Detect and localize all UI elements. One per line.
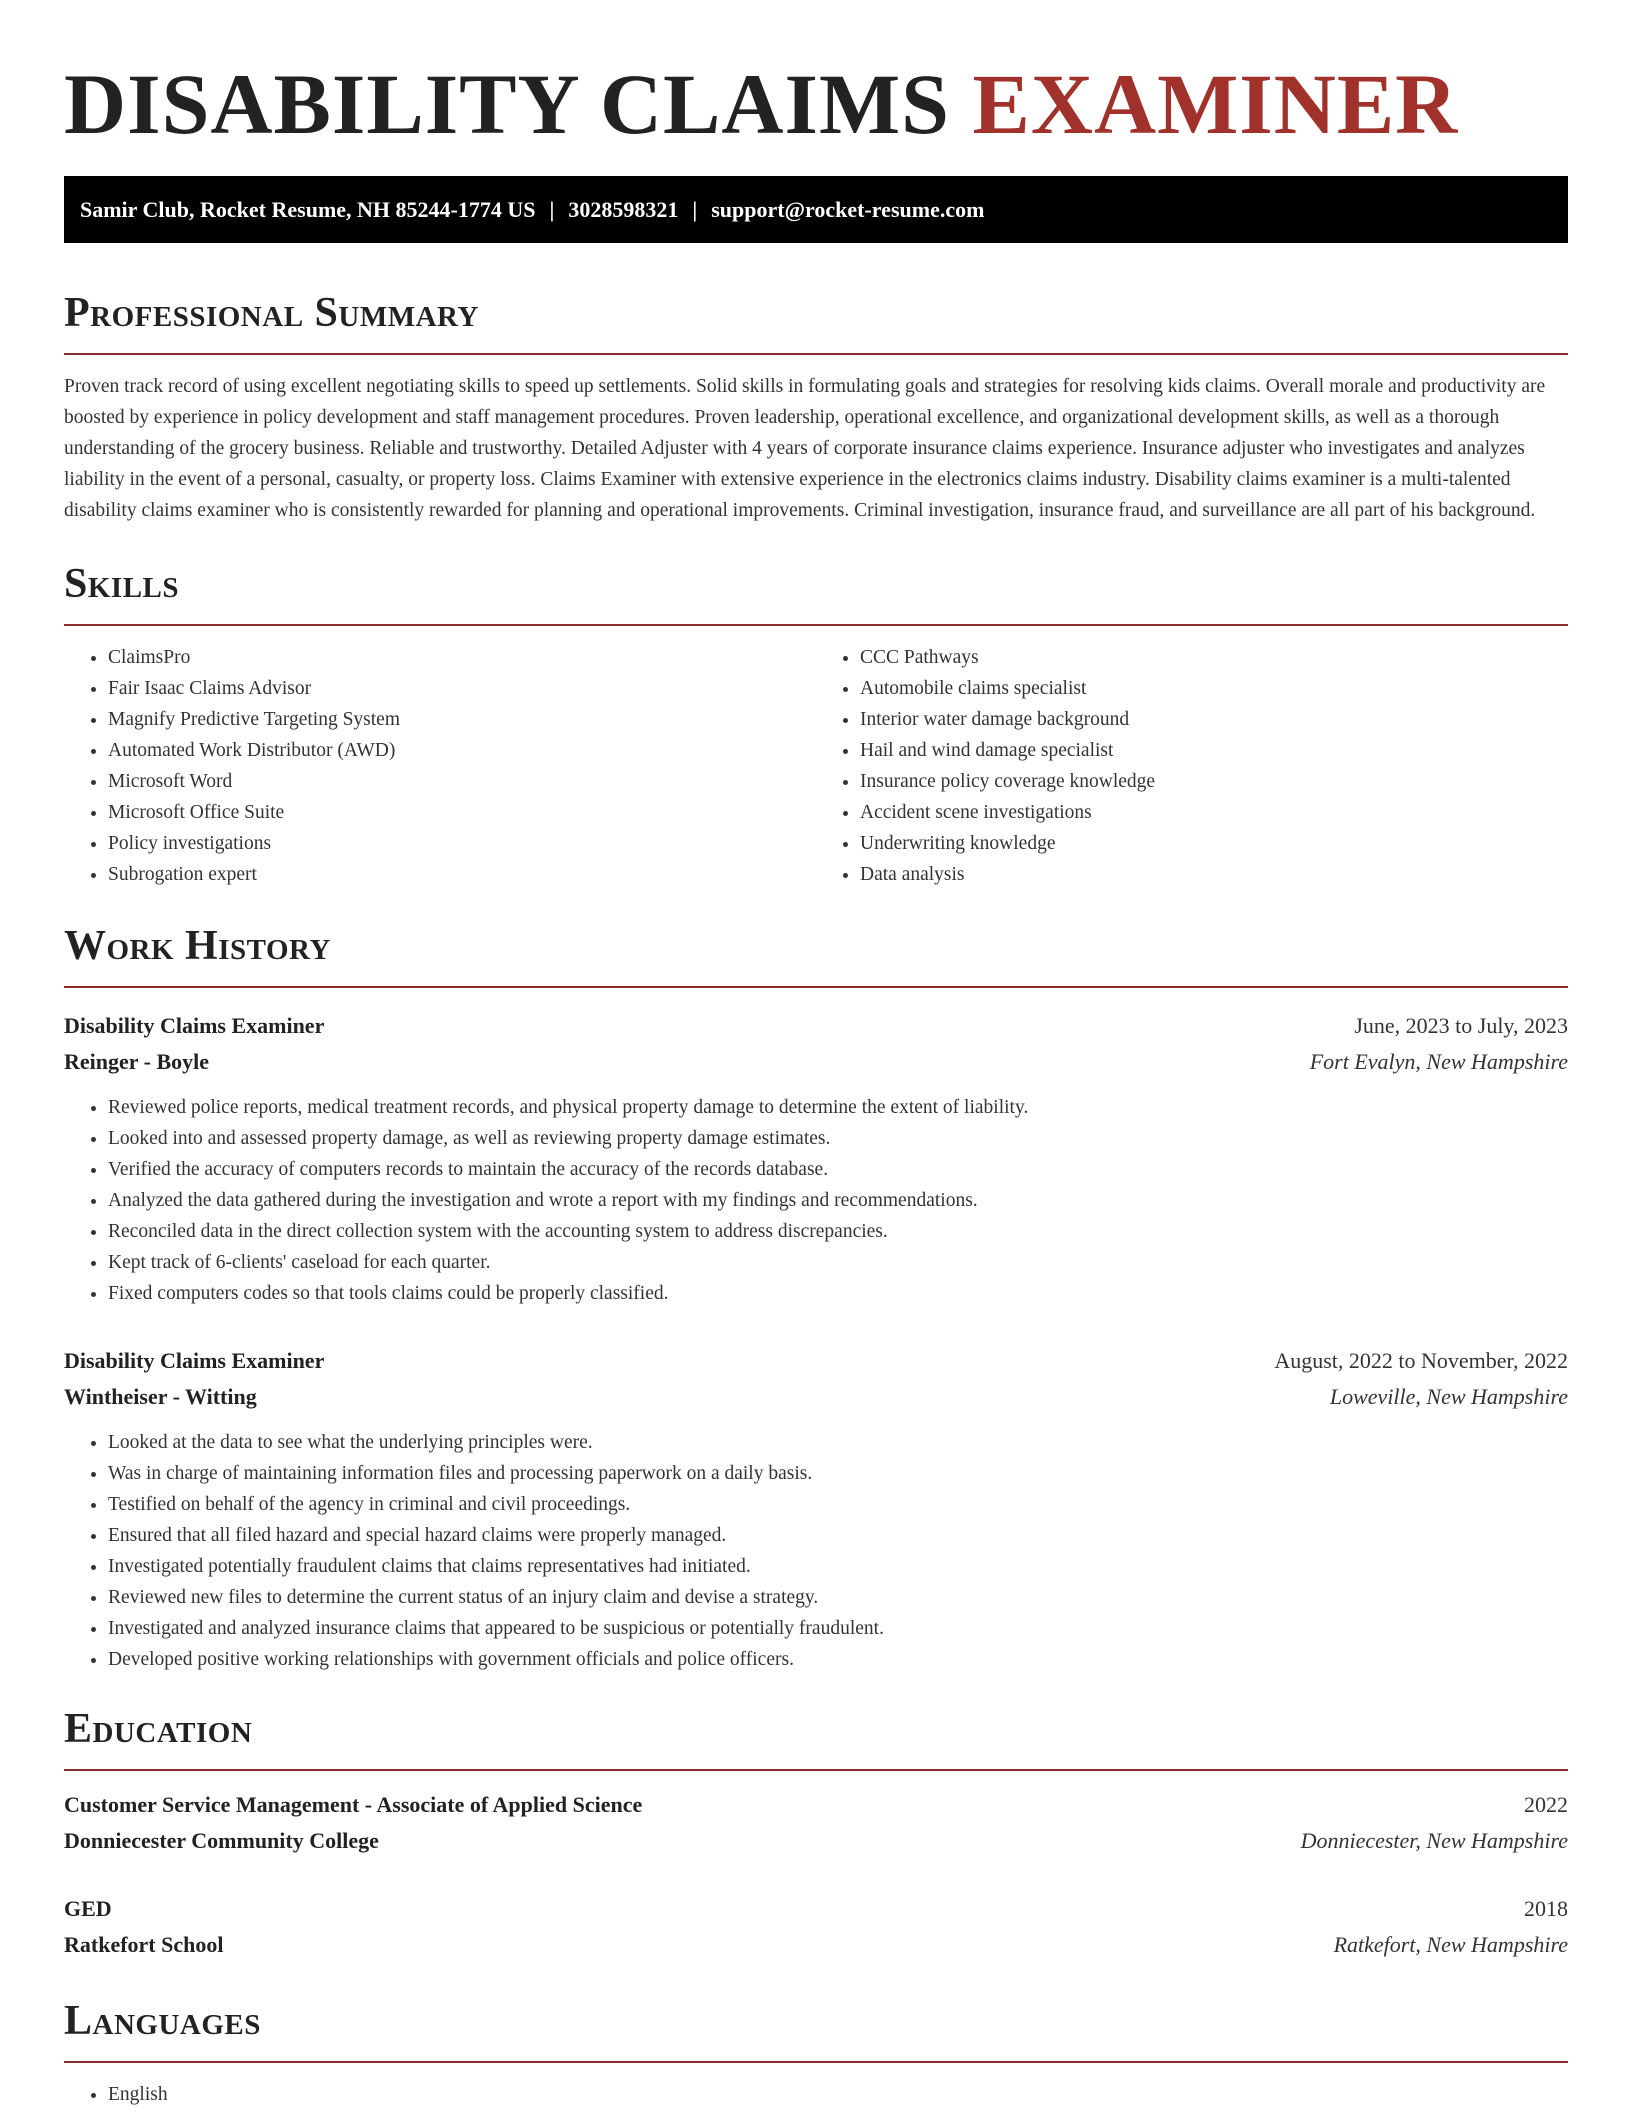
section-heading-skills: Skills [64,561,180,607]
education-entry [64,1787,1568,1859]
skill-item: • Interior water damage background [860,704,1568,735]
job-entry [64,1343,1568,1675]
job-bullet: • Ensured that all filed hazard and special hazard claims were properly managed. [108,1520,1568,1551]
contact-separator: | [549,197,555,222]
education-section [64,1703,1568,1963]
section-divider [64,353,1568,355]
skill-item: • CCC Pathways [860,642,1568,673]
job-header-row [64,1008,1568,1044]
job-bullet: • Looked at the data to see what the underlying principles were. [108,1427,1568,1458]
skill-item: • Microsoft Office Suite [108,797,816,828]
title-main: DISABILITY CLAIMS [64,56,950,152]
title-accent: EXAMINER [972,56,1459,152]
job-location: Loweville, New Hampshire [1329,1384,1568,1409]
job-bullet: • Kept track of 6-clients' caseload for each quarter. [108,1247,1568,1278]
education-header-row [64,1787,1568,1823]
skill-item: • Policy investigations [108,828,816,859]
language-item: • English [108,2079,1568,2110]
job-title: Disability Claims Examiner [64,1348,325,1373]
job-company-row [64,1379,1568,1415]
skill-item: • Subrogation expert [108,859,816,890]
job-bullet: • Analyzed the data gathered during the investigation and wrote a report with my findings and recommendations. [108,1185,1568,1216]
skill-item: • Fair Isaac Claims Advisor [108,673,816,704]
job-dates: June, 2023 to July, 2023 [1354,1013,1568,1038]
education-location: Ratkefort, New Hampshire [1333,1932,1568,1957]
skill-item: • Data analysis [860,859,1568,890]
job-company: Reinger - Boyle [64,1049,210,1074]
education-entry [64,1891,1568,1963]
job-dates: August, 2022 to November, 2022 [1274,1348,1568,1373]
job-header-row [64,1343,1568,1379]
resume-title [64,54,1568,154]
skills-section [64,558,1568,890]
job-bullet: • Verified the accuracy of computers records to maintain the accuracy of the records database. [108,1154,1568,1185]
education-year: 2022 [1524,1792,1568,1817]
job-entry [64,1008,1568,1309]
skills-list-right [816,642,1568,890]
job-bullet: • Was in charge of maintaining information files and processing paperwork on a daily basis. [108,1458,1568,1489]
skill-item: • Underwriting knowledge [860,828,1568,859]
skill-item: • Automated Work Distributor (AWD) [108,735,816,766]
languages-list [64,2079,1568,2110]
education-school: Ratkefort School [64,1932,224,1957]
job-bullet: • Reviewed new files to determine the current status of an injury claim and devise a strategy. [108,1582,1568,1613]
work-section [64,920,1568,1675]
section-divider [64,1769,1568,1771]
job-company: Wintheiser - Witting [64,1384,257,1409]
skill-item: • Magnify Predictive Targeting System [108,704,816,735]
section-heading-languages: Languages [64,1998,261,2044]
resume-page [64,0,1568,2110]
contact-address: Samir Club, Rocket Resume, NH 85244-1774 US [80,197,536,222]
job-bullet: • Reviewed police reports, medical treatment records, and physical property damage to determine the extent of liability. [108,1092,1568,1123]
education-location: Donniecester, New Hampshire [1300,1828,1568,1853]
job-title: Disability Claims Examiner [64,1013,325,1038]
languages-section [64,1995,1568,2110]
skill-item: • Hail and wind damage specialist [860,735,1568,766]
job-bullet: • Looked into and assessed property damage, as well as reviewing property damage estimates. [108,1123,1568,1154]
section-heading-work: Work History [64,923,331,969]
job-bullet: • Reconciled data in the direct collection system with the accounting system to address discrepancies. [108,1216,1568,1247]
education-header-row [64,1891,1568,1927]
section-heading-summary: Professional Summary [64,290,479,336]
section-divider [64,2061,1568,2063]
education-school-row [64,1823,1568,1859]
job-bullets [64,1427,1568,1675]
skill-item: • Insurance policy coverage knowledge [860,766,1568,797]
job-bullet: • Fixed computers codes so that tools claims could be properly classified. [108,1278,1568,1309]
education-degree: Customer Service Management - Associate of Applied Science [64,1792,643,1817]
contact-bar [64,176,1568,243]
section-heading-education: Education [64,1706,253,1752]
job-bullet: • Developed positive working relationships with government officials and police officers. [108,1644,1568,1675]
education-degree: GED [64,1896,112,1921]
job-location: Fort Evalyn, New Hampshire [1309,1049,1568,1074]
skill-item: • Accident scene investigations [860,797,1568,828]
section-divider [64,624,1568,626]
education-school: Donniecester Community College [64,1828,379,1853]
job-bullet: • Testified on behalf of the agency in criminal and civil proceedings. [108,1489,1568,1520]
section-divider [64,986,1568,988]
job-company-row [64,1044,1568,1080]
contact-phone: 3028598321 [568,197,679,222]
summary-text: Proven track record of using excellent negotiating skills to speed up settlements. Solid skills in formulating goals and strategies for resolving kids claims. Overall morale and productivity are boosted by experience in policy development and staff management procedures. Proven leadership, operational excellence, and organizational development skills, as well as a thorough understanding of the grocery business. Reliable and trustworthy. Detailed Adjuster with 4 years of corporate insurance claims experience. Insurance adjuster who investigates and analyzes liability in the event of a personal, casualty, or property loss. Claims Examiner with extensive experience in the electronics claims industry. Disability claims examiner is a multi-talented disability claims examiner who is consistently rewarded for planning and operational improvements. Criminal investigation, insurance fraud, and surveillance are all part of his background. [64,376,1546,521]
skills-columns [64,642,1568,890]
job-bullets [64,1092,1568,1309]
job-bullet: • Investigated potentially fraudulent claims that claims representatives had initiated. [108,1551,1568,1582]
contact-email: support@rocket-resume.com [711,197,985,222]
skill-item: • Microsoft Word [108,766,816,797]
education-school-row [64,1927,1568,1963]
contact-separator: | [692,197,698,222]
job-bullet: • Investigated and analyzed insurance claims that appeared to be suspicious or potentially fraudulent. [108,1613,1568,1644]
skills-list-left [64,642,816,890]
skill-item: • ClaimsPro [108,642,816,673]
summary-section [64,287,1568,526]
skill-item: • Automobile claims specialist [860,673,1568,704]
education-year: 2018 [1524,1896,1568,1921]
